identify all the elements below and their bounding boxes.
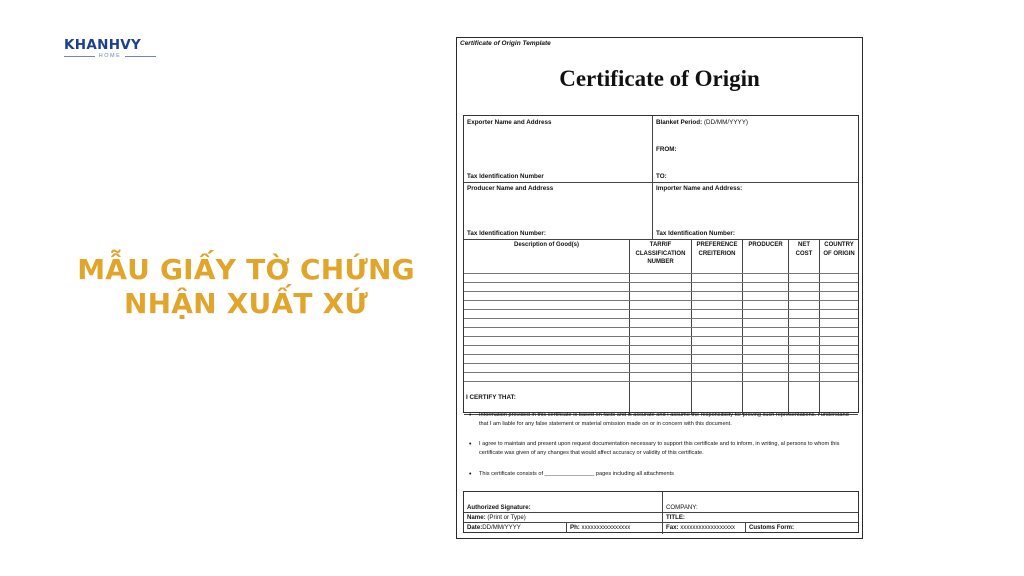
headline [56,253,436,321]
name-field [467,514,526,521]
importer-label: Importer Name and Address: [656,185,743,192]
certificate-document [456,37,863,539]
producer-label: Producer Name and Address [467,185,554,192]
certify-bullet-2: • I agree to maintain and present upon request documentation necessary to support this certificate and to inform, in writing, al persons to whom this certificate was given of any changes that would affect accuracy or validity of this certificate. [479,440,849,458]
from-label: FROM: [656,146,677,153]
tax-id-label-3: Tax Identification Number: [656,230,735,237]
blanket-period [656,119,748,126]
col-tarrif: TARRIF CLASSIFICATION NUMBER [635,242,686,265]
col-country: COUNTRY OF ORIGIN [823,242,855,257]
certify-bullet-3: • This certificate consists of ________________ pages including all attachments [479,470,849,479]
tax-id-label-2: Tax Identification Number: [467,230,546,237]
date-value: DD/MM/YYYY [482,524,521,531]
brand-logo [64,38,156,59]
exporter-label: Exporter Name and Address [467,119,552,126]
col-preference: PREFERENCE CREITERION [696,242,738,257]
col-producer: PRODUCER [748,242,783,248]
headline-line-2: NHẬN XUẤT XỨ [124,287,368,320]
template-label: Certificate of Origin Template [460,40,551,47]
certify-heading: I CERTIFY THAT: [466,394,516,401]
col-net-cost: NET COST [795,242,813,257]
name-label: Name: [467,514,486,521]
brand-sub [64,53,156,59]
certify-bullet-1: • Information provided in this certificate is based on facts and is accurate and I assume the responsibility for proving such representations. I understand that I am liable for any false statement or material omission made on or in concern with this document. [479,411,849,429]
document-title: Certificate of Origin [559,66,760,91]
phone-value: xxxxxxxxxxxxxxxx [581,524,631,531]
date-field [467,524,521,531]
goods-grid [464,239,858,414]
brand-name: KHANHVY [64,37,142,53]
phone-field [570,524,630,531]
fax-label: Fax: [666,524,679,531]
signature-table [463,491,859,533]
tax-id-label-1: Tax Identification Number [467,173,544,180]
blanket-period-label: Blanket Period: [656,119,703,126]
fax-value: xxxxxxxxxxxxxxxxxx [680,524,736,531]
fax-field [666,524,735,531]
name-hint: (Print or Type) [487,514,526,521]
brand-sub-text: HOME [98,53,122,59]
authorized-signature-label: Authorized Signature: [467,504,531,511]
col-description: Description of Good(s) [514,242,579,248]
title-label: TITLE: [666,514,685,521]
to-label: TO: [656,173,667,180]
headline-line-1: MẪU GIẤY TỜ CHỨNG [77,253,415,286]
customs-form-label: Customs Form: [749,524,795,531]
blanket-period-format: (DD/MM/YYYY) [703,119,749,126]
company-label: COMPANY: [666,504,698,511]
info-table [463,115,859,413]
phone-label: Ph: [570,524,580,531]
date-label: Date: [467,524,483,531]
